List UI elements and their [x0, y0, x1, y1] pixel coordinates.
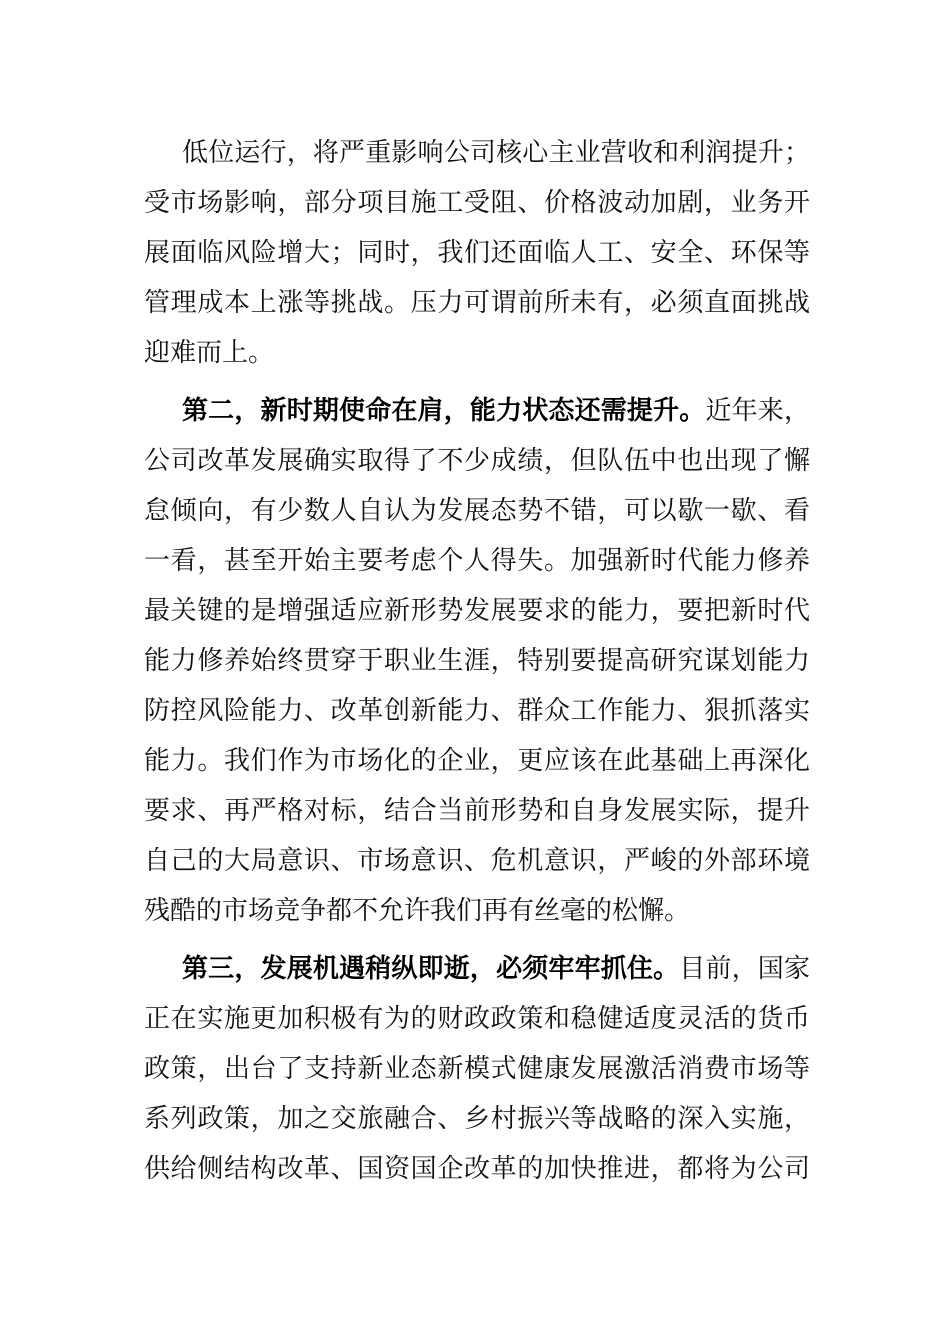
- text-line: 最关键的是增强适应新形势发展要求的能力，要把新时代: [144, 596, 810, 626]
- paragraph-spacer: [144, 378, 810, 386]
- text-line: 供给侧结构改革、国资国企改革的加快推进，都将为公司: [144, 1154, 810, 1184]
- text-line: 能力修养始终贯穿于职业生涯，特别要提高研究谋划能力: [144, 646, 810, 676]
- text-line: 低位运行，将严重影响公司核心主业营收和利润提升；: [182, 138, 810, 168]
- text-line: 防控风险能力、改革创新能力、群众工作能力、狠抓落实: [144, 696, 810, 726]
- text-line: 受市场影响，部分项目施工受阻、价格波动加剧，业务开: [144, 188, 810, 218]
- paragraph-spacer: [144, 936, 810, 944]
- paragraph-3: [144, 944, 810, 1194]
- text-line: 公司改革发展确实取得了不少成绩，但队伍中也出现了懈: [144, 446, 810, 476]
- text-line: 一看，甚至开始主要考虑个人得失。加强新时代能力修养: [144, 546, 810, 576]
- text-line: 展面临风险增大；同时，我们还面临人工、安全、环保等: [144, 238, 810, 268]
- text-line: 要求、再严格对标，结合当前形势和自身发展实际，提升: [144, 796, 810, 826]
- text-line: 系列政策，加之交旅融合、乡村振兴等战略的深入实施，: [144, 1104, 810, 1134]
- paragraph-heading: 第三，发展机遇稍纵即逝，必须牢牢抓住。: [182, 954, 680, 984]
- text-line: 迎难而上。: [144, 338, 275, 368]
- paragraph-text: 目前，国家: [679, 954, 810, 984]
- paragraph-1: [144, 128, 810, 378]
- document-body: [144, 128, 810, 1194]
- text-line: 正在实施更加积极有为的财政政策和稳健适度灵活的货币: [144, 1004, 810, 1034]
- text-line: 管理成本上涨等挑战。压力可谓前所未有，必须直面挑战: [144, 288, 810, 318]
- text-line: [144, 944, 810, 994]
- text-line: 自己的大局意识、市场意识、危机意识，严峻的外部环境: [144, 846, 810, 876]
- text-line: 残酷的市场竞争都不允许我们再有丝毫的松懈。: [144, 896, 691, 926]
- text-line: 怠倾向，有少数人自认为发展态势不错，可以歇一歇、看: [144, 496, 810, 526]
- paragraph-text: 近年来，: [705, 396, 810, 426]
- text-line: [144, 386, 810, 436]
- paragraph-2: [144, 386, 810, 936]
- text-line: 能力。我们作为市场化的企业，更应该在此基础上再深化: [144, 746, 810, 776]
- paragraph-heading: 第二，新时期使命在肩，能力状态还需提升。: [182, 396, 706, 426]
- text-line: 政策，出台了支持新业态新模式健康发展激活消费市场等: [144, 1054, 810, 1084]
